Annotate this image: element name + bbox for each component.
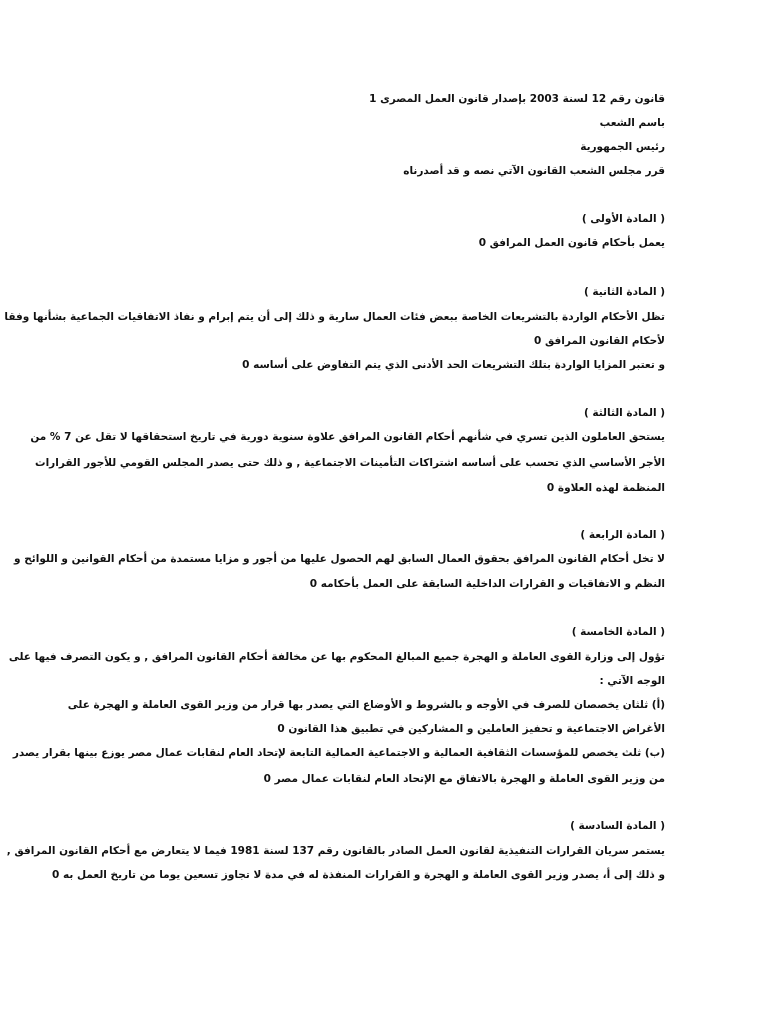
preamble-line: قرر مجلس الشعب القانون الآتي نصه و قد أصدرناه [403,165,665,177]
article-text: تؤول إلى وزارة القوى العاملة و الهجرة جميع المبالغ المحكوم بها عن مخالفة أحكام القانون المرافق , و يكون التصرف فيها على [8,651,665,663]
article-heading: ( المادة الرابعة ) [580,529,665,541]
preamble-line: رئيس الجمهورية [580,141,665,153]
article-clause: الأغراض الاجتماعية و تحفيز العاملين و المشاركين في تطبيق هذا القانون 0 [277,723,665,735]
article-text: و ذلك إلى أ، يصدر وزير القوى العاملة و الهجرة و القرارات المنفذة له في مدة لا تجاوز تسعين يوما من تاريخ العمل به 0 [52,869,665,881]
article-clause: من وزير القوى العاملة و الهجرة بالاتفاق مع الإتحاد العام لنقابات عمال مصر 0 [263,773,665,785]
article-clause: (أ) ثلثان يخصصان للصرف في الأوجه و بالشروط و الأوضاع التي يصدر بها قرار من وزير القوى العاملة و الهجرة على [67,699,665,711]
article-text: تظل الأحكام الواردة بالتشريعات الخاصة ببعض فئات العمال سارية و ذلك إلى أن يتم إبرام و نفاذ الاتفاقيات الجماعية بشأنها وفقا [4,311,665,323]
article-heading: ( المادة السادسة ) [570,820,665,832]
article-text: النظم و الاتفاقيات و القرارات الداخلية السابقة على العمل بأحكامه 0 [309,578,665,590]
article-text: يعمل بأحكام قانون العمل المرافق 0 [478,237,665,249]
article-heading: ( المادة الثانية ) [583,286,665,298]
article-text: يستحق العاملون الذين تسري في شأنهم أحكام القانون المرافق علاوة سنوية دورية في تاريخ استحقاقها لا تقل عن 7 % من [30,431,665,443]
document-title: قانون رقم 12 لسنة 2003 بإصدار قانون العمل المصرى 1 [369,93,665,105]
article-text: الأجر الأساسي الذي تحسب على أساسه اشتراكات التأمينات الاجتماعية , و ذلك حتى يصدر المجلس القومي للأجور القرارات [35,457,665,469]
article-text: يستمر سريان القرارات التنفيذية لقانون العمل الصادر بالقانون رقم 137 لسنة 1981 فيما لا يتعارض مع أحكام القانون المرافق , [6,845,665,857]
article-clause: (ب) ثلث يخصص للمؤسسات الثقافية العمالية و الاجتماعية العمالية التابعة لإتحاد العام لنقابات عمال مصر يوزع بينها بقرار يصدر [12,747,665,759]
article-heading: ( المادة الخامسة ) [571,626,665,638]
article-text: و تعتبر المزايا الواردة بتلك التشريعات الحد الأدنى الذي يتم التفاوض على أساسه 0 [242,359,665,371]
article-text: الوجه الآتي : [599,675,665,687]
preamble-line: باسم الشعب [599,117,665,129]
article-text: المنظمة لهذه العلاوة 0 [546,482,665,494]
article-text: لأحكام القانون المرافق 0 [534,335,665,347]
article-text: لا تخل أحكام القانون المرافق بحقوق العمال السابق لهم الحصول عليها من أجور و مزايا مستمدة من أحكام القوانين و اللوائح و [14,553,665,565]
article-heading: ( المادة الثالثة ) [583,407,665,419]
article-heading: ( المادة الأولى ) [581,213,665,225]
